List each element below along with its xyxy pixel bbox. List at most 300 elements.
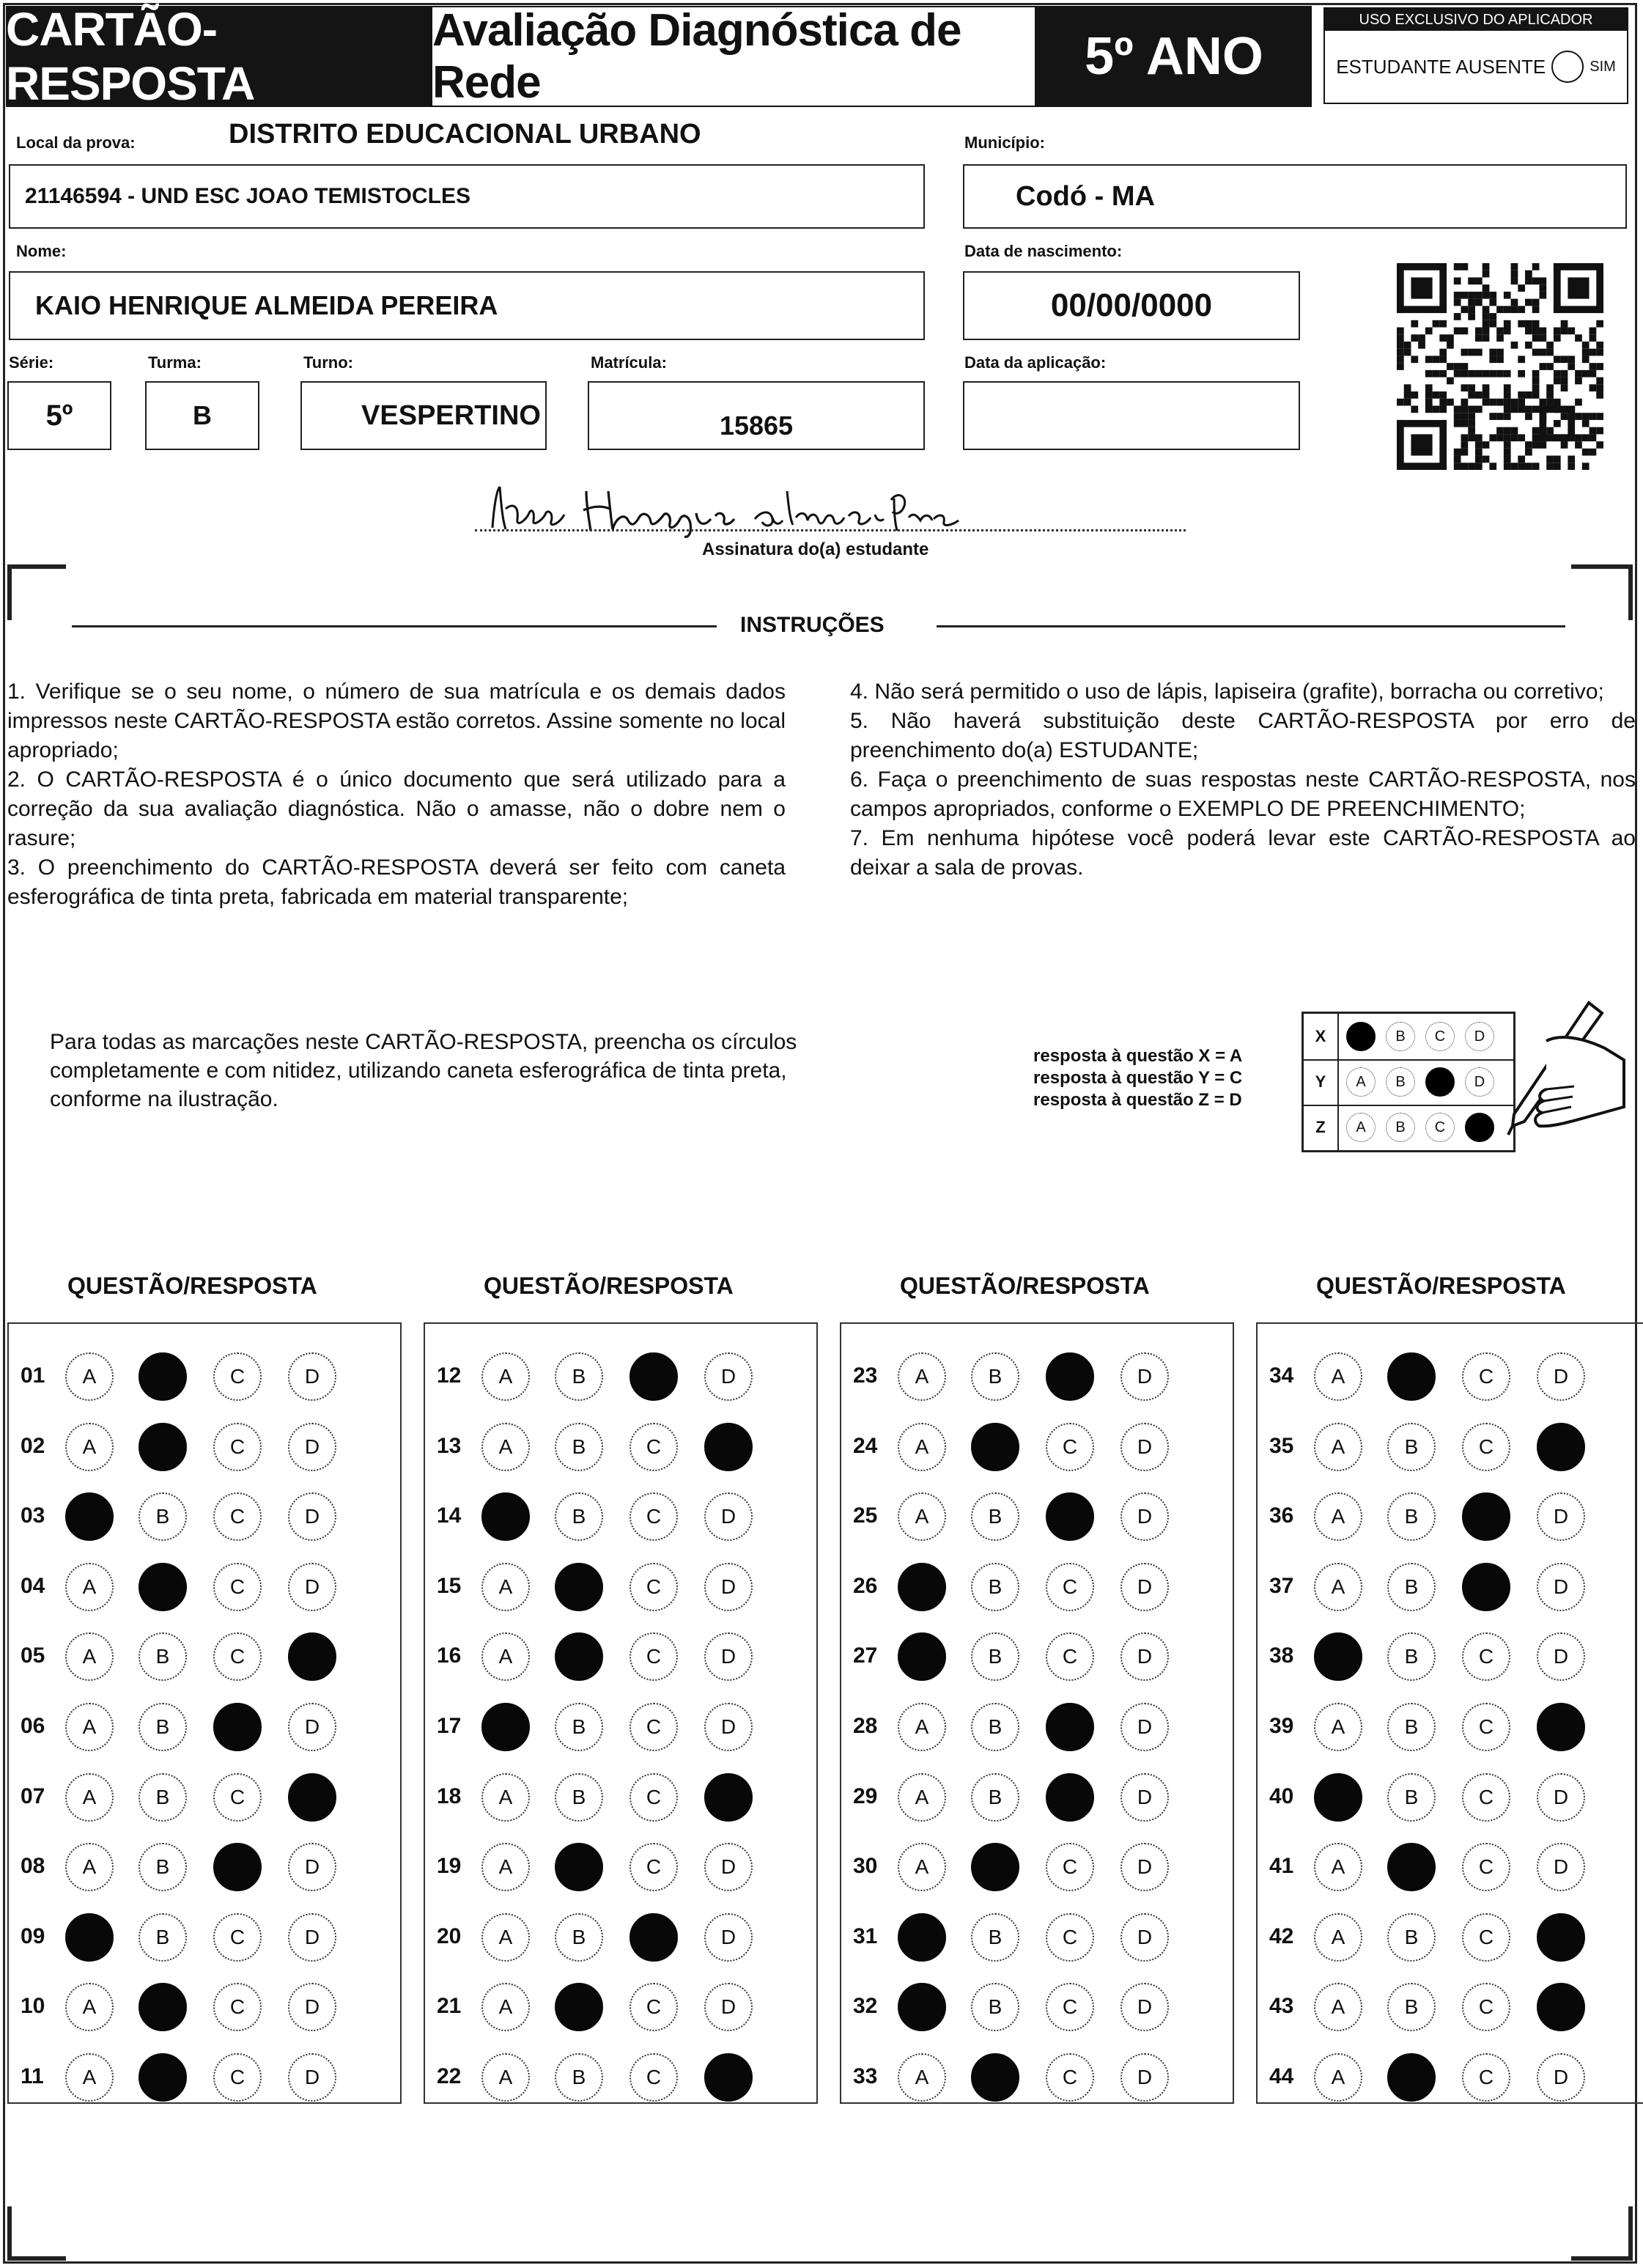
question-number: 10 (21, 1994, 45, 2019)
answer-bubble-a[interactable]: A (65, 2053, 114, 2102)
question-number: 20 (437, 1923, 462, 1948)
corner-mark-top-right-h (1571, 564, 1633, 569)
answer-bubble-c[interactable]: C (1046, 2053, 1094, 2102)
answer-bubble-d[interactable]: D (1537, 1563, 1585, 1611)
question-number: 26 (853, 1573, 878, 1598)
answer-bubble-c[interactable]: C (1462, 1983, 1510, 2031)
school-value: 21146594 - UND ESC JOAO TEMISTOCLES (25, 184, 470, 208)
answer-bubble-b[interactable]: B (139, 1843, 187, 1891)
answer-bubble-b[interactable]: B (1387, 1913, 1436, 1962)
answer-bubble-d[interactable]: D (288, 1563, 336, 1611)
answer-bubble-a[interactable]: A (481, 1423, 530, 1471)
example-bubble-d: D (1465, 1067, 1494, 1097)
legend-line: resposta à questão Z = D (1033, 1090, 1242, 1110)
question-number: 14 (437, 1503, 462, 1528)
absent-option: SIM (1590, 58, 1616, 75)
question-number: 34 (1269, 1363, 1294, 1388)
question-number: 02 (21, 1433, 45, 1458)
signature-label: Assinatura do(a) estudante (702, 540, 929, 559)
answer-bubble-a[interactable]: A (898, 1703, 946, 1751)
question-number: 21 (437, 1994, 462, 2019)
answers-column-header: QUESTÃO/RESPOSTA (900, 1273, 1150, 1299)
location-label: Local da prova: (16, 133, 136, 152)
answer-bubble-b[interactable]: B (971, 1492, 1019, 1541)
municipality-label: Município: (964, 133, 1045, 152)
turma-value: B (193, 400, 212, 430)
example-bubble-b: B (1386, 1022, 1415, 1051)
answer-bubble-a[interactable]: A (65, 1983, 114, 2031)
answer-bubble-a[interactable]: A (65, 1843, 114, 1891)
answer-bubble-c[interactable]: C (1462, 2053, 1510, 2102)
turma-label: Turma: (148, 353, 202, 372)
instructions-title: INSTRUÇÕES (740, 613, 885, 637)
answer-bubble-d[interactable]: D (1537, 2053, 1585, 2102)
answer-bubble-b[interactable]: B (555, 1352, 603, 1401)
answers-column (7, 1322, 402, 2104)
district-name: DISTRITO EDUCACIONAL URBANO (229, 119, 701, 150)
answer-bubble-d[interactable]: D (1537, 1843, 1585, 1891)
example-bubble-a: A (1346, 1067, 1376, 1097)
application-date-label: Data da aplicação: (964, 353, 1107, 372)
name-field (9, 271, 925, 340)
answer-bubble-a[interactable] (898, 1983, 946, 2031)
answer-bubble-c[interactable] (1046, 1492, 1094, 1541)
answer-bubble-d[interactable]: D (704, 1913, 753, 1962)
turno-value: VESPERTINO (361, 400, 541, 431)
answer-bubble-a[interactable]: A (898, 1352, 946, 1401)
answer-bubble-c[interactable]: C (213, 2053, 262, 2102)
answer-bubble-a[interactable] (65, 1492, 114, 1541)
question-number: 31 (853, 1923, 878, 1948)
question-number: 27 (853, 1643, 878, 1668)
answer-bubble-c[interactable]: C (213, 1423, 262, 1471)
serie-field (7, 381, 111, 450)
answer-bubble-d[interactable]: D (1120, 1773, 1169, 1822)
answer-bubble-c[interactable]: C (1462, 1773, 1510, 1822)
example-grid (1302, 1012, 1515, 1152)
question-number: 41 (1269, 1854, 1294, 1879)
answer-bubble-a[interactable] (481, 1703, 530, 1751)
answer-bubble-b[interactable] (1387, 1843, 1436, 1891)
answer-bubble-a[interactable] (898, 1632, 946, 1681)
answer-bubble-c[interactable]: C (1462, 1913, 1510, 1962)
question-number: 08 (21, 1854, 45, 1879)
answer-bubble-a[interactable]: A (481, 1632, 530, 1681)
answer-bubble-d[interactable]: D (1120, 1492, 1169, 1541)
answer-bubble-d[interactable]: D (704, 1632, 753, 1681)
example-bubble-c (1425, 1067, 1455, 1097)
answer-bubble-d[interactable]: D (1537, 1773, 1585, 1822)
answer-bubble-c[interactable]: C (1046, 1632, 1094, 1681)
question-number: 03 (21, 1503, 45, 1528)
example-legend (1033, 1045, 1242, 1111)
answer-bubble-a[interactable] (898, 1563, 946, 1611)
applicator-box-title: USO EXCLUSIVO DO APLICADOR (1325, 9, 1627, 31)
example-row (1304, 1105, 1513, 1152)
answer-bubble-a[interactable] (65, 1913, 114, 1962)
question-number: 40 (1269, 1783, 1294, 1808)
answer-bubble-b[interactable] (1387, 2053, 1436, 2102)
answer-bubble-c[interactable]: C (1046, 1983, 1094, 2031)
answer-bubble-b[interactable]: B (139, 1492, 187, 1541)
answer-bubble-b[interactable] (1387, 1352, 1436, 1401)
answer-bubble-d[interactable]: D (704, 1352, 753, 1401)
applicator-box (1323, 7, 1628, 104)
birth-value: 00/00/0000 (1050, 287, 1213, 323)
example-bubble-c: C (1425, 1113, 1455, 1142)
answer-bubble-c[interactable]: C (1462, 1352, 1510, 1401)
answer-bubble-d[interactable]: D (288, 1983, 336, 2031)
application-date-field[interactable] (963, 381, 1300, 450)
answer-bubble-b[interactable]: B (139, 1913, 187, 1962)
answer-bubble-d[interactable]: D (1537, 1632, 1585, 1681)
answer-bubble-c[interactable] (629, 1352, 678, 1401)
answer-bubble-b[interactable]: B (139, 1632, 187, 1681)
answer-bubble-a[interactable]: A (65, 1423, 114, 1471)
corner-mark-top-right-v (1628, 564, 1633, 620)
question-number: 07 (21, 1783, 45, 1808)
answer-bubble-b[interactable]: B (971, 1773, 1019, 1822)
question-number: 44 (1269, 2064, 1294, 2088)
answer-bubble-c[interactable]: C (1046, 1913, 1094, 1962)
answer-bubble-c[interactable] (629, 1913, 678, 1962)
answer-bubble-c[interactable]: C (1462, 1423, 1510, 1471)
answer-bubble-d[interactable]: D (1120, 1352, 1169, 1401)
corner-mark-bottom-left-v (7, 2206, 12, 2261)
answer-bubble-d[interactable]: D (288, 1843, 336, 1891)
answer-bubble-c[interactable]: C (629, 1703, 678, 1751)
answer-bubble-a[interactable]: A (1314, 1913, 1362, 1962)
example-bubble-a (1346, 1022, 1376, 1051)
signature-line (475, 529, 1186, 531)
answer-bubble-d[interactable]: D (1120, 2053, 1169, 2102)
instruction-item: 4. Não será permitido o uso de lápis, lapiseira (grafite), borracha ou corretivo; (850, 680, 1604, 704)
answer-bubble-d[interactable] (1537, 1703, 1585, 1751)
answer-bubble-c[interactable] (1462, 1492, 1510, 1541)
answer-bubble-b[interactable]: B (1387, 1983, 1436, 2031)
question-number: 06 (21, 1714, 45, 1738)
answer-bubble-a[interactable]: A (65, 1773, 114, 1822)
answer-bubble-b[interactable]: B (139, 1703, 187, 1751)
answer-bubble-b[interactable] (971, 2053, 1019, 2102)
answer-bubble-c[interactable]: C (629, 1843, 678, 1891)
answer-bubble-d[interactable]: D (1537, 1492, 1585, 1541)
question-number: 42 (1269, 1923, 1294, 1948)
answer-bubble-b[interactable]: B (971, 1983, 1019, 2031)
answer-bubble-b[interactable] (555, 1563, 603, 1611)
answer-bubble-d[interactable]: D (288, 1913, 336, 1962)
answer-bubble-b[interactable]: B (1387, 1632, 1436, 1681)
hand-pen-illustration (1495, 997, 1627, 1144)
answer-bubble-b[interactable] (555, 1843, 603, 1891)
municipality-field (963, 164, 1627, 229)
answer-bubble-b[interactable] (139, 1563, 187, 1611)
answer-bubble-a[interactable] (1314, 1632, 1362, 1681)
answer-bubble-d[interactable]: D (1120, 1563, 1169, 1611)
answer-bubble-b[interactable]: B (555, 1492, 603, 1541)
answer-bubble-b[interactable] (139, 1983, 187, 2031)
instruction-item: 2. O CARTÃO-RESPOSTA é o único documento que será utilizado para a correção da sua avaliação diagnóstica. Não o amasse, não o dobre nem o rasure; (7, 767, 786, 850)
absent-checkbox[interactable] (1551, 51, 1584, 83)
instruction-item: 3. O preenchimento do CARTÃO-RESPOSTA deverá ser feito com caneta esferográfica de tinta preta, fabricada em material transparente; (7, 855, 786, 909)
answer-bubble-d[interactable] (1537, 1423, 1585, 1471)
answer-bubble-d[interactable] (288, 1632, 336, 1681)
answer-bubble-a[interactable]: A (898, 1773, 946, 1822)
answer-bubble-c[interactable]: C (629, 1632, 678, 1681)
absent-label: ESTUDANTE AUSENTE (1336, 55, 1546, 78)
instructions-rule-right (937, 625, 1565, 627)
example-bubble-a: A (1346, 1113, 1376, 1142)
example-bubble-b: B (1386, 1113, 1415, 1142)
exam-name: Avaliação Diagnóstica de Rede (431, 6, 1036, 107)
answer-bubble-b[interactable]: B (139, 1773, 187, 1822)
answer-bubble-c[interactable] (1046, 1703, 1094, 1751)
answer-bubble-a[interactable]: A (481, 2053, 530, 2102)
answer-bubble-d[interactable]: D (704, 1492, 753, 1541)
answer-bubble-c[interactable] (1046, 1773, 1094, 1822)
question-number: 11 (21, 2064, 44, 2088)
answers-column-header: QUESTÃO/RESPOSTA (67, 1273, 317, 1299)
matricula-field (588, 381, 925, 450)
answer-bubble-a[interactable] (1314, 1773, 1362, 1822)
answer-bubble-b[interactable]: B (971, 1632, 1019, 1681)
question-number: 25 (853, 1503, 878, 1528)
answer-bubble-d[interactable]: D (1120, 1843, 1169, 1891)
example-bubble-b: B (1386, 1067, 1415, 1097)
answer-bubble-d[interactable]: D (288, 2053, 336, 2102)
answer-bubble-a[interactable]: A (1314, 1703, 1362, 1751)
question-number: 39 (1269, 1714, 1294, 1738)
example-row-label: Z (1304, 1105, 1339, 1150)
answer-bubble-a[interactable]: A (898, 1423, 946, 1471)
answer-bubble-c[interactable]: C (213, 1913, 262, 1962)
answer-bubble-a[interactable]: A (1314, 1843, 1362, 1891)
answer-bubble-a[interactable]: A (65, 1352, 114, 1401)
question-number: 36 (1269, 1503, 1294, 1528)
corner-mark-bottom-left-h (7, 2256, 66, 2261)
question-number: 17 (437, 1714, 462, 1738)
serie-label: Série: (9, 353, 54, 372)
answer-bubble-c[interactable]: C (629, 1423, 678, 1471)
answer-bubble-b[interactable] (555, 1632, 603, 1681)
answer-bubble-d[interactable]: D (1120, 1913, 1169, 1962)
legend-line: resposta à questão X = A (1033, 1046, 1243, 1066)
answer-bubble-d[interactable]: D (704, 1983, 753, 2031)
sheet-title: CARTÃO-RESPOSTA (6, 6, 431, 107)
answer-bubble-d[interactable] (704, 2053, 753, 2102)
answer-bubble-b[interactable]: B (1387, 1563, 1436, 1611)
answer-bubble-b[interactable] (971, 1423, 1019, 1471)
turno-field (300, 381, 547, 450)
answer-bubble-c[interactable]: C (629, 1563, 678, 1611)
header-bar (6, 3, 1312, 110)
answer-bubble-b[interactable]: B (1387, 1492, 1436, 1541)
instruction-item: 7. Em nenhuma hipótese você poderá levar este CARTÃO-RESPOSTA ao deixar a sala de provas. (850, 826, 1636, 880)
instructions-rule-left (72, 625, 717, 627)
corner-mark-top-left-h (7, 564, 66, 569)
fill-instructions: Para todas as marcações neste CARTÃO-RESPOSTA, preencha os círculos completamente e com nitidez, utilizando caneta esferográfica de tinta preta, conforme na ilustração. (50, 1030, 797, 1111)
question-number: 01 (21, 1363, 45, 1388)
question-number: 05 (21, 1643, 45, 1668)
answer-bubble-d[interactable]: D (1120, 1632, 1169, 1681)
absent-row (1325, 31, 1627, 103)
answer-bubble-d[interactable] (704, 1423, 753, 1471)
answer-bubble-c[interactable] (1046, 1352, 1094, 1401)
answer-bubble-a[interactable]: A (65, 1563, 114, 1611)
answer-bubble-c[interactable] (1462, 1563, 1510, 1611)
answer-bubble-b[interactable] (139, 1352, 187, 1401)
answer-bubble-a[interactable]: A (898, 2053, 946, 2102)
answer-bubble-b[interactable]: B (1387, 1423, 1436, 1471)
answer-bubble-b[interactable]: B (971, 1703, 1019, 1751)
answer-bubble-d[interactable]: D (1537, 1352, 1585, 1401)
name-value: KAIO HENRIQUE ALMEIDA PEREIRA (35, 290, 498, 320)
instruction-item: 1. Verifique se o seu nome, o número de sua matrícula e os demais dados impressos neste CARTÃO-RESPOSTA estão corretos. Assine somente no local apropriado; (7, 680, 786, 762)
question-number: 19 (437, 1854, 462, 1879)
answer-bubble-d[interactable]: D (1120, 1423, 1169, 1471)
answers-column-header: QUESTÃO/RESPOSTA (1316, 1273, 1566, 1299)
answers-column (1256, 1322, 1643, 2104)
answer-bubble-d[interactable]: D (288, 1352, 336, 1401)
answer-bubble-c[interactable]: C (213, 1773, 262, 1822)
answer-bubble-b[interactable]: B (555, 1423, 603, 1471)
answer-bubble-c[interactable]: C (629, 1983, 678, 2031)
answer-bubble-a[interactable]: A (1314, 1352, 1362, 1401)
answer-bubble-a[interactable]: A (1314, 1492, 1362, 1541)
example-bubble-d: D (1465, 1022, 1494, 1051)
answer-bubble-c[interactable]: C (1046, 1563, 1094, 1611)
answer-bubble-c[interactable] (213, 1843, 262, 1891)
question-number: 43 (1269, 1994, 1294, 2019)
question-number: 24 (853, 1433, 878, 1458)
answer-bubble-b[interactable]: B (971, 1352, 1019, 1401)
answer-bubble-c[interactable]: C (1462, 1843, 1510, 1891)
answer-bubble-b[interactable]: B (971, 1563, 1019, 1611)
example-bubble-d (1465, 1113, 1494, 1142)
answer-bubble-b[interactable] (139, 1423, 187, 1471)
answer-bubble-c[interactable]: C (1046, 1423, 1094, 1471)
answer-bubble-c[interactable] (213, 1703, 262, 1751)
answer-bubble-a[interactable] (481, 1492, 530, 1541)
matricula-value: 15865 (719, 410, 794, 441)
answer-bubble-c[interactable]: C (629, 2053, 678, 2102)
corner-mark-top-left-v (7, 564, 12, 620)
answer-bubble-d[interactable]: D (704, 1843, 753, 1891)
municipality-value: Codó - MA (1016, 180, 1155, 212)
answer-bubble-d[interactable]: D (288, 1492, 336, 1541)
question-number: 13 (437, 1433, 462, 1458)
answer-bubble-b[interactable]: B (555, 2053, 603, 2102)
name-label: Nome: (16, 242, 67, 260)
question-number: 29 (853, 1783, 878, 1808)
answers-column-header: QUESTÃO/RESPOSTA (484, 1273, 734, 1299)
example-bubble-c: C (1425, 1022, 1455, 1051)
school-field (9, 164, 925, 229)
question-number: 18 (437, 1783, 462, 1808)
answer-bubble-a[interactable]: A (898, 1843, 946, 1891)
answer-bubble-b[interactable] (971, 1843, 1019, 1891)
answer-bubble-d[interactable] (704, 1773, 753, 1822)
question-number: 35 (1269, 1433, 1294, 1458)
answer-bubble-c[interactable]: C (213, 1352, 262, 1401)
answer-bubble-a[interactable]: A (1314, 1423, 1362, 1471)
answer-bubble-a[interactable]: A (1314, 1563, 1362, 1611)
example-row-label: X (1304, 1014, 1339, 1059)
answer-bubble-a[interactable]: A (1314, 1983, 1362, 2031)
question-number: 09 (21, 1923, 45, 1948)
answer-bubble-a[interactable]: A (481, 1913, 530, 1962)
answer-bubble-a[interactable]: A (481, 1352, 530, 1401)
question-number: 37 (1269, 1573, 1294, 1598)
corner-mark-bottom-right-v (1628, 2206, 1633, 2261)
answer-bubble-c[interactable]: C (1462, 1703, 1510, 1751)
answer-bubble-b[interactable]: B (1387, 1773, 1436, 1822)
answer-bubble-b[interactable]: B (555, 1773, 603, 1822)
answer-bubble-d[interactable] (1537, 1913, 1585, 1962)
instruction-item: 5. Não haverá substituição deste CARTÃO-RESPOSTA por erro de preenchimento do(a) ESTUDANTE; (850, 709, 1636, 762)
answers-column (840, 1322, 1234, 2104)
answer-bubble-d[interactable]: D (1120, 1983, 1169, 2031)
answer-bubble-a[interactable]: A (65, 1632, 114, 1681)
turno-label: Turno: (303, 353, 354, 372)
answer-bubble-b[interactable]: B (555, 1703, 603, 1751)
answer-bubble-a[interactable]: A (65, 1703, 114, 1751)
answer-bubble-d[interactable]: D (704, 1703, 753, 1751)
answer-bubble-b[interactable] (555, 1983, 603, 2031)
question-number: 28 (853, 1714, 878, 1738)
answer-bubble-a[interactable]: A (481, 1563, 530, 1611)
corner-mark-bottom-right-h (1571, 2256, 1633, 2261)
answer-bubble-c[interactable]: C (213, 1632, 262, 1681)
answer-bubble-d[interactable]: D (704, 1563, 753, 1611)
answer-bubble-a[interactable]: A (481, 1843, 530, 1891)
question-number: 04 (21, 1573, 45, 1598)
grade-badge: 5º ANO (1036, 6, 1312, 107)
answer-bubble-a[interactable]: A (481, 1983, 530, 2031)
legend-line: resposta à questão Y = C (1033, 1068, 1243, 1088)
answer-bubble-d[interactable]: D (1120, 1703, 1169, 1751)
serie-value: 5º (45, 399, 73, 432)
answer-bubble-a[interactable]: A (898, 1492, 946, 1541)
question-number: 33 (853, 2064, 878, 2088)
question-number: 30 (853, 1854, 878, 1879)
instructions-left-column (7, 677, 786, 912)
answer-bubble-c[interactable]: C (629, 1492, 678, 1541)
answer-bubble-a[interactable]: A (1314, 2053, 1362, 2102)
answers-column (424, 1322, 818, 2104)
answer-bubble-c[interactable]: C (629, 1773, 678, 1822)
question-number: 23 (853, 1363, 878, 1388)
instructions-right-column (850, 677, 1636, 883)
answer-bubble-c[interactable]: C (1046, 1843, 1094, 1891)
turma-field (145, 381, 259, 450)
answer-bubble-d[interactable] (1537, 1983, 1585, 2031)
answer-bubble-b[interactable] (139, 2053, 187, 2102)
answer-bubble-c[interactable]: C (1462, 1632, 1510, 1681)
answer-bubble-a[interactable] (898, 1913, 946, 1962)
answer-bubble-b[interactable]: B (971, 1913, 1019, 1962)
answer-bubble-d[interactable]: D (288, 1423, 336, 1471)
answer-bubble-d[interactable]: D (288, 1703, 336, 1751)
answer-bubble-c[interactable]: C (213, 1983, 262, 2031)
answer-bubble-a[interactable]: A (481, 1773, 530, 1822)
answer-bubble-d[interactable] (288, 1773, 336, 1822)
answer-bubble-c[interactable]: C (213, 1563, 262, 1611)
answer-bubble-c[interactable]: C (213, 1492, 262, 1541)
answer-bubble-b[interactable]: B (1387, 1703, 1436, 1751)
answer-bubble-b[interactable]: B (555, 1913, 603, 1962)
question-number: 15 (437, 1573, 462, 1598)
